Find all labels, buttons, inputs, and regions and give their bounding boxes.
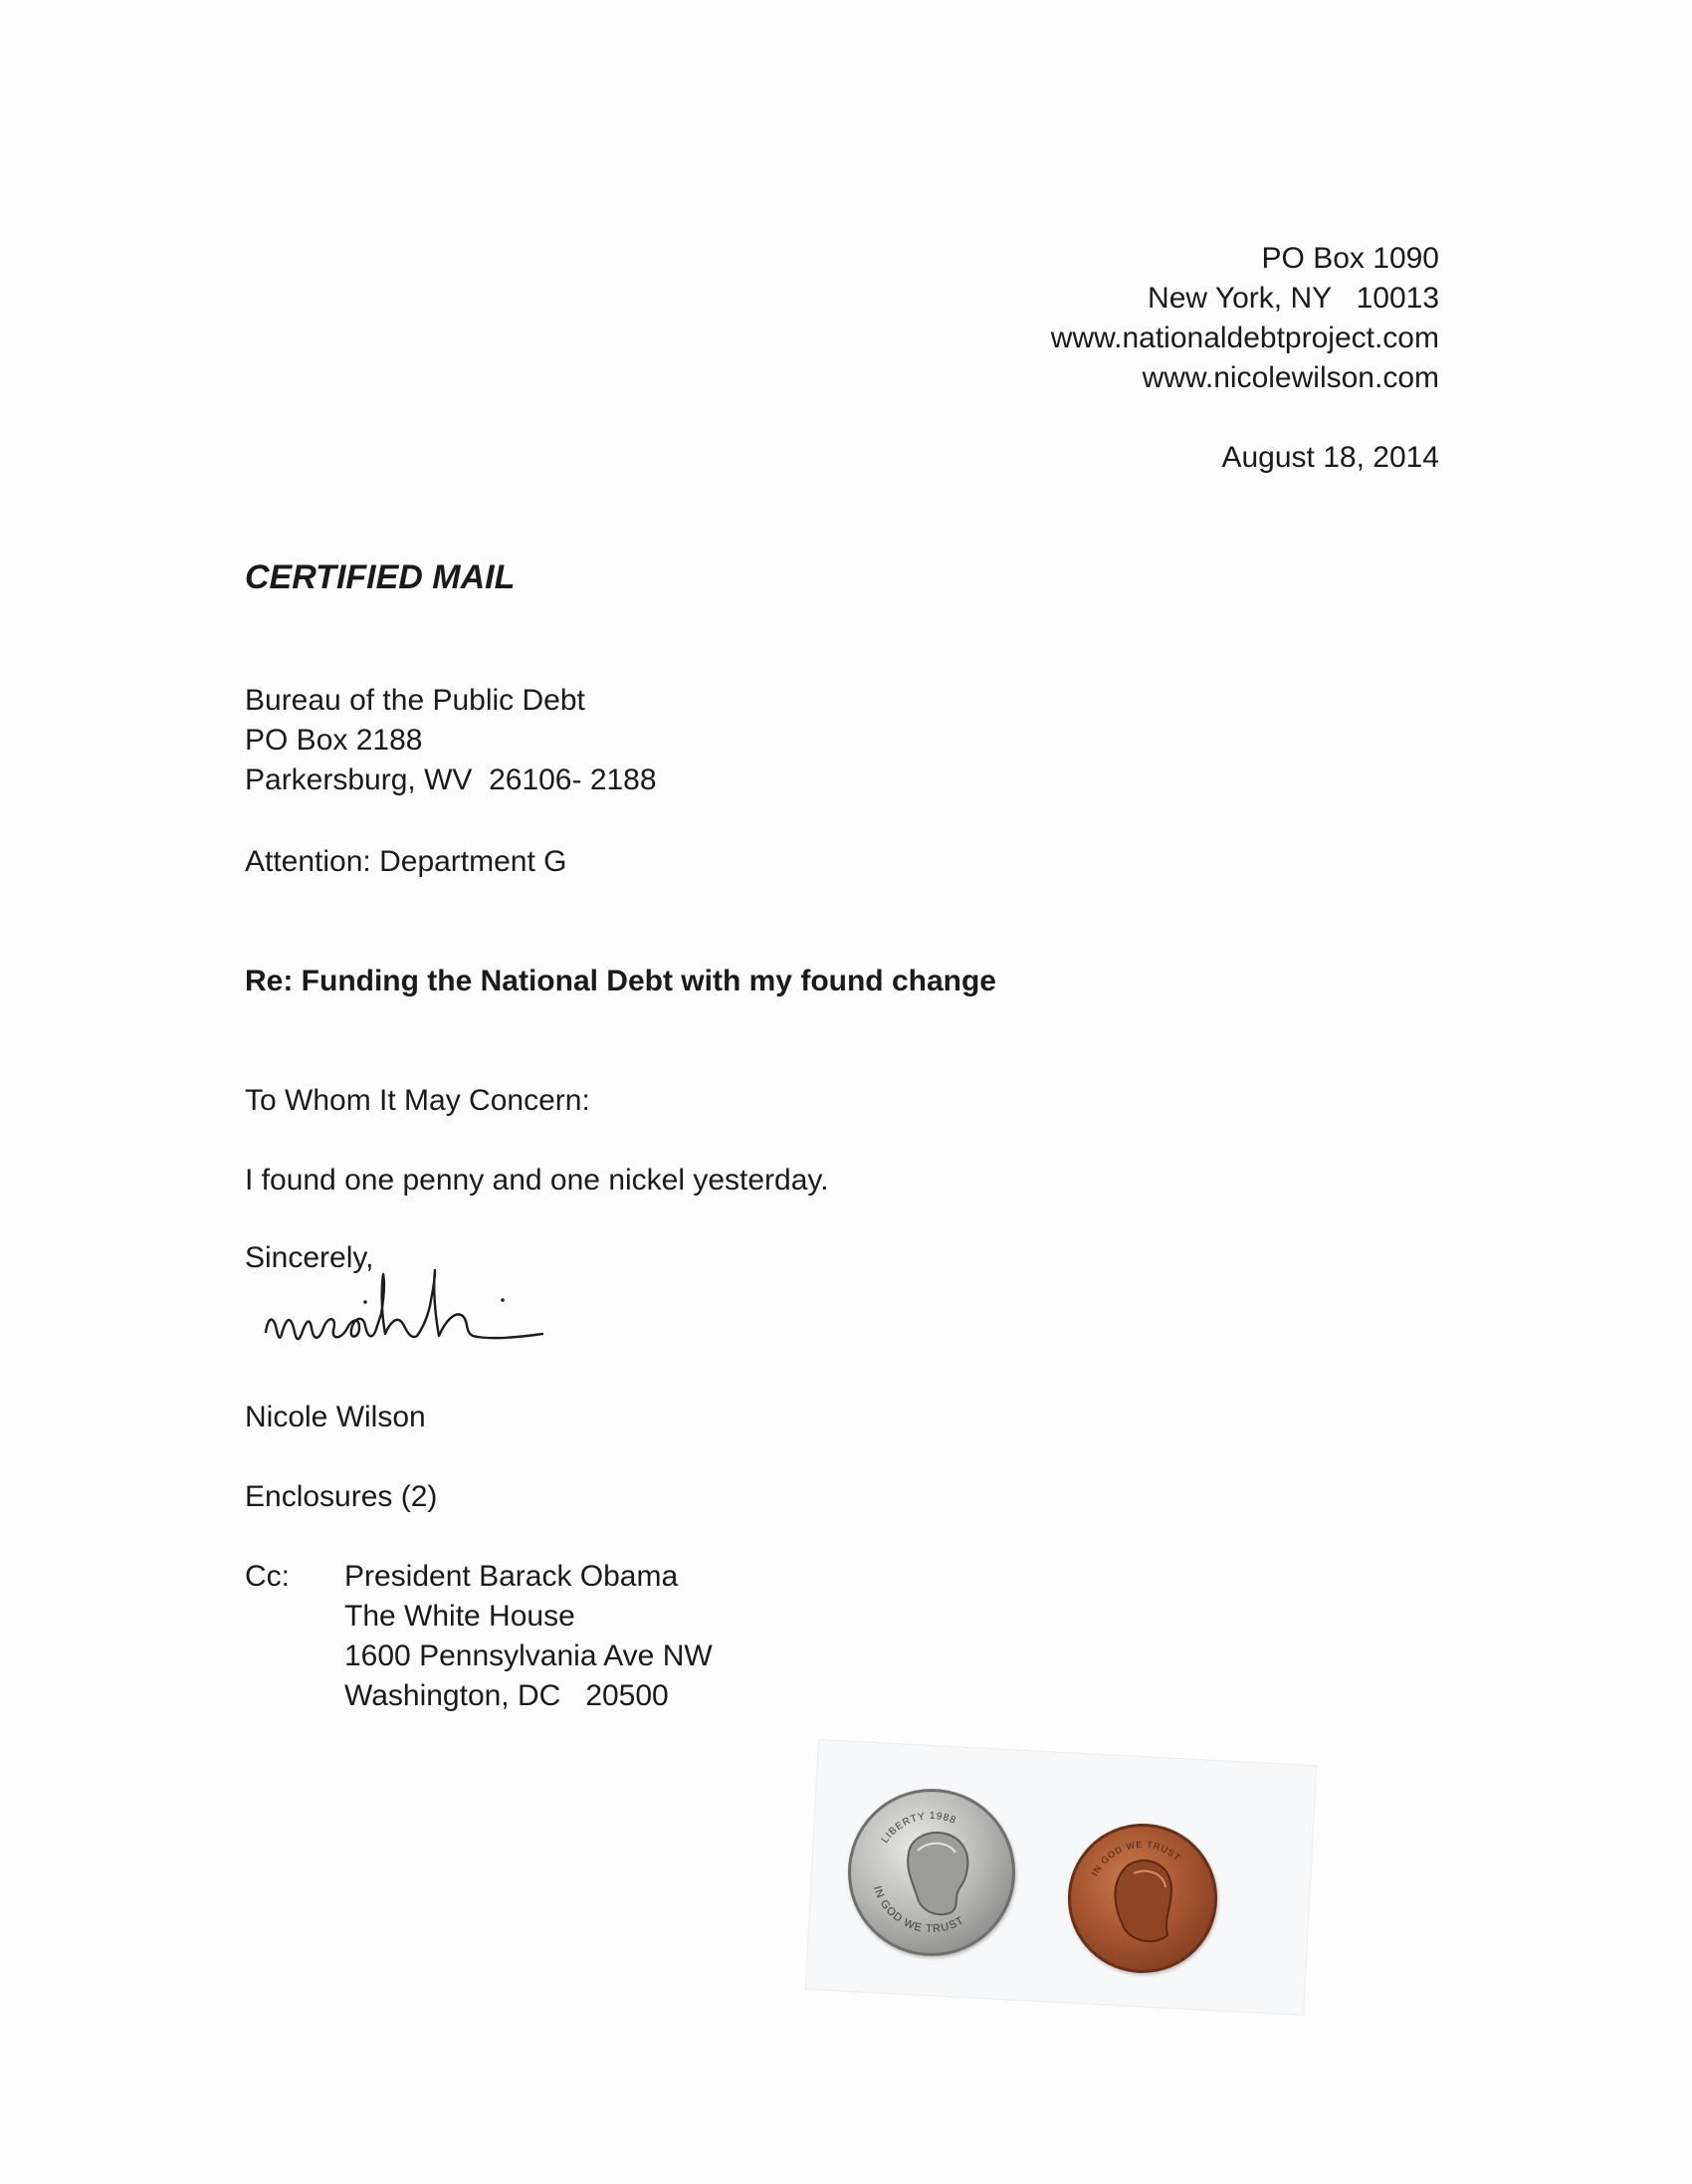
delivery-method: CERTIFIED MAIL — [245, 558, 516, 596]
recipient-address-block — [245, 681, 657, 800]
penny-face-icon — [1068, 1824, 1217, 1973]
attention-line: Attention: Department G — [245, 845, 567, 878]
cc-line-organization: The White House — [344, 1600, 575, 1633]
cc-line-name: President Barack Obama — [344, 1560, 679, 1593]
cc-label: Cc: — [245, 1560, 290, 1593]
handwritten-signature — [254, 1254, 592, 1384]
nickel-top-inscription: LIBERTY 1988 — [879, 1810, 958, 1846]
recipient-address-line2: Parkersburg, WV 26106- 2188 — [245, 764, 657, 796]
sender-address-block — [742, 239, 1439, 398]
cc-line-street: 1600 Pennsylvania Ave NW — [344, 1639, 713, 1672]
closing: Sincerely, — [245, 1241, 374, 1274]
nickel-coin — [848, 1789, 1015, 1956]
subject-line: Re: Funding the National Debt with my found change — [245, 965, 996, 997]
nickel-inscription: IN GOD WE TRUST — [870, 1884, 967, 1936]
sender-website-1: www.nationaldebtproject.com — [1050, 322, 1439, 354]
letter-body: I found one penny and one nickel yesterday. — [245, 1164, 829, 1197]
recipient-name: Bureau of the Public Debt — [245, 684, 585, 717]
sender-website-2: www.nicolewilson.com — [1142, 361, 1439, 394]
sender-address-line2: New York, NY 10013 — [1148, 282, 1439, 315]
sender-address-line1: PO Box 1090 — [1261, 242, 1439, 275]
salutation: To Whom It May Concern: — [245, 1084, 590, 1117]
signer-name: Nicole Wilson — [245, 1401, 426, 1433]
penny-inscription: IN GOD WE TRUST — [1089, 1839, 1183, 1878]
cc-line-city: Washington, DC 20500 — [344, 1679, 669, 1712]
letter-date: August 18, 2014 — [1221, 441, 1439, 474]
penny-coin — [1068, 1824, 1217, 1973]
enclosures-note: Enclosures (2) — [245, 1480, 438, 1513]
recipient-address-line1: PO Box 2188 — [245, 724, 423, 757]
cc-address-block — [344, 1557, 713, 1716]
nickel-face-icon — [848, 1789, 1015, 1956]
